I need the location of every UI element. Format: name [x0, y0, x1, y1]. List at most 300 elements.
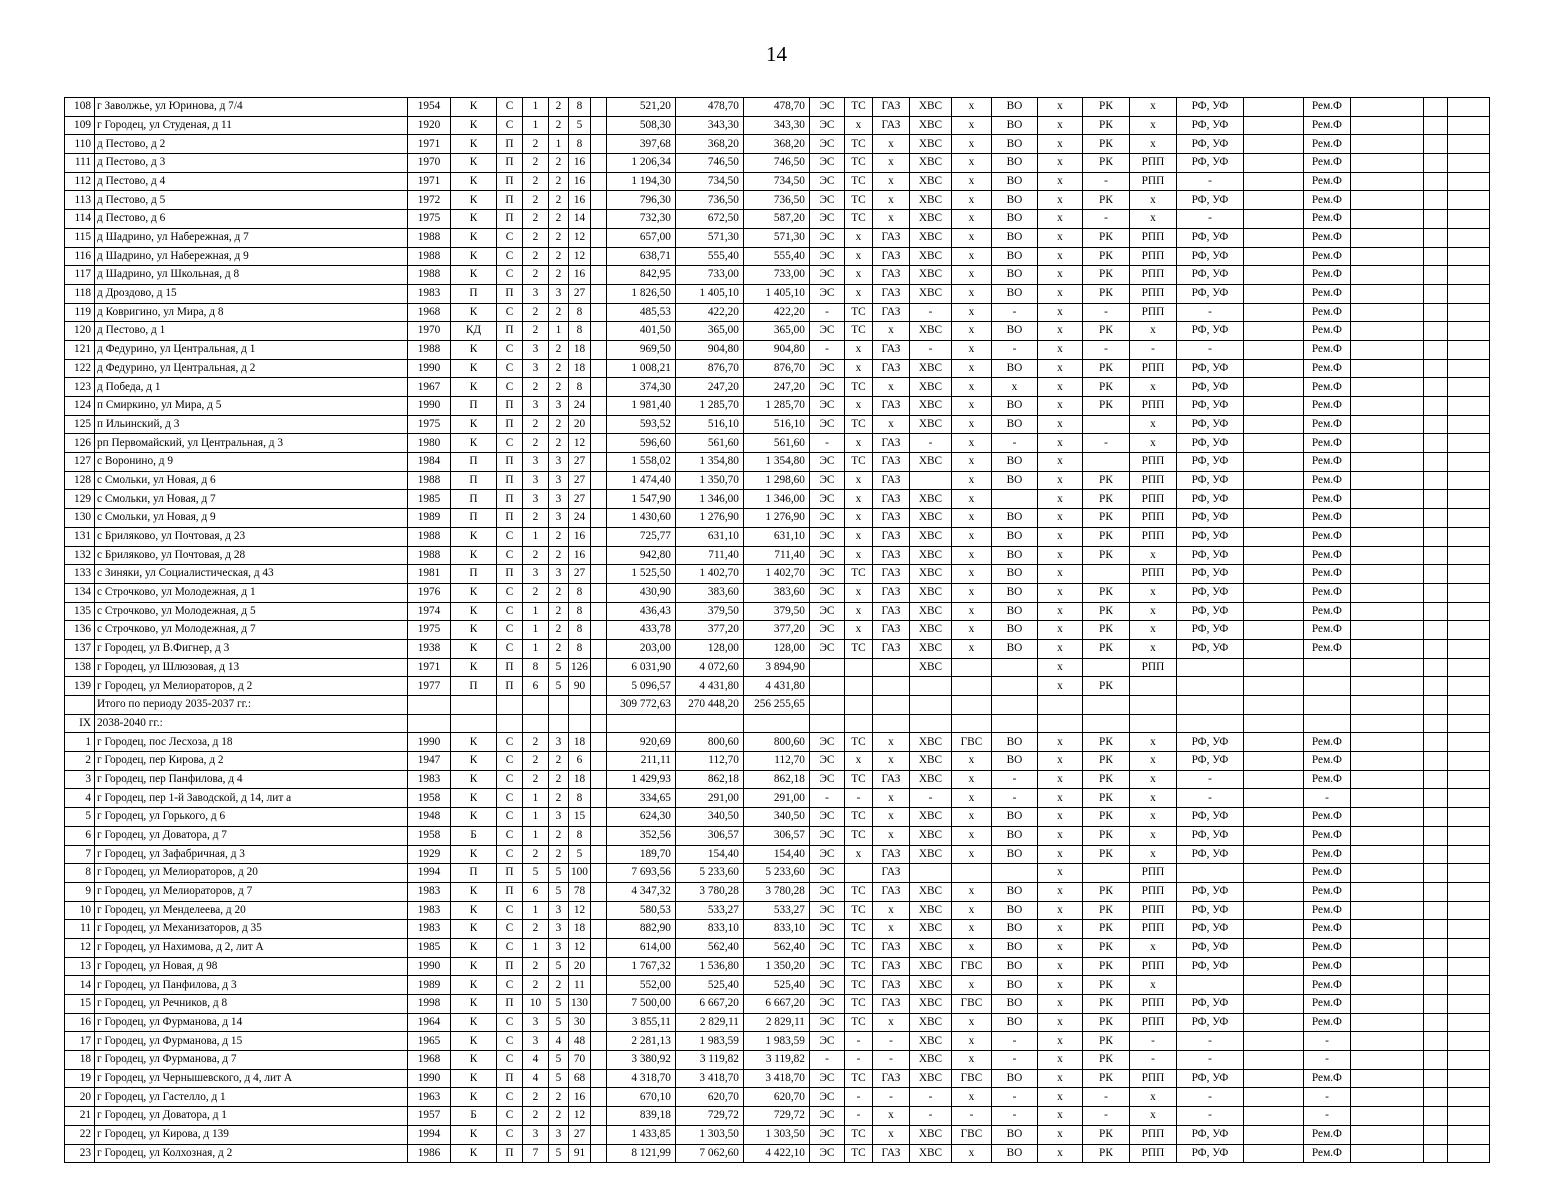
cell-hot-water: х — [951, 565, 991, 584]
cell-flag-x: х — [1037, 284, 1082, 303]
cell-blank — [1423, 602, 1447, 621]
table-row — [65, 733, 1490, 752]
cell-drainage: ВО — [991, 359, 1037, 378]
cell-heating: х — [844, 228, 872, 247]
cell-blank — [590, 714, 606, 733]
cell-drainage — [991, 490, 1037, 509]
cell-power-supply: ЭС — [809, 322, 844, 341]
cell-hot-water: х — [951, 228, 991, 247]
cell-entrances: 3 — [523, 284, 549, 303]
cell-roof-type: П — [497, 135, 523, 154]
cell-facade-insulation: РФ, УФ — [1176, 938, 1243, 957]
cell-row-number: 124 — [65, 397, 95, 416]
cell-year-built: 1998 — [408, 995, 451, 1014]
cell-roof-type: С — [497, 378, 523, 397]
cell-gas-supply: ГАЗ — [872, 453, 909, 472]
cell-address: д Пестово, д 3 — [95, 154, 408, 173]
cell-hot-water: х — [951, 453, 991, 472]
cell-hot-water: х — [951, 434, 991, 453]
cell-blank — [1243, 789, 1303, 808]
cell-cold-water: - — [909, 789, 951, 808]
cell-floors: 5 — [549, 677, 569, 696]
cell-year-built: 1988 — [408, 546, 451, 565]
cell-address: с Зиняки, ул Социалистическая, д 43 — [95, 565, 408, 584]
cell-flag-x: х — [1037, 471, 1082, 490]
cell-address: с Смольки, ул Новая, д 9 — [95, 509, 408, 528]
cell-total-area: 8 121,99 — [606, 1144, 675, 1163]
cell-blank — [590, 397, 606, 416]
cell-drainage: ВО — [991, 920, 1037, 939]
cell-row-number: 110 — [65, 135, 95, 154]
cell-blank — [1423, 938, 1447, 957]
cell-gas-supply: х — [872, 1125, 909, 1144]
cell-entrances: 2 — [523, 845, 549, 864]
cell-flag-x: х — [1037, 565, 1082, 584]
cell-floors: 1 — [549, 135, 569, 154]
cell-apartments: 11 — [569, 976, 591, 995]
cell-repair-fund: Рем.Ф — [1303, 864, 1350, 883]
cell-total-area: 352,56 — [606, 826, 675, 845]
cell-residential-area: 379,50 — [743, 602, 809, 621]
cell-year-built: 1984 — [408, 453, 451, 472]
cell-blank — [1423, 901, 1447, 920]
cell-repair-fund: Рем.Ф — [1303, 920, 1350, 939]
cell-blank — [1243, 191, 1303, 210]
cell-blank — [590, 995, 606, 1014]
cell-address: п Смиркино, ул Мира, д 5 — [95, 397, 408, 416]
cell-roof-repair: РК — [1082, 1051, 1129, 1070]
table-row — [65, 397, 1490, 416]
cell-facade-insulation: РФ, УФ — [1176, 845, 1243, 864]
table-row — [65, 1032, 1490, 1051]
cell-living-area: 4 072,60 — [675, 658, 743, 677]
cell-year-built: 1988 — [408, 471, 451, 490]
cell-roof-repair: РК — [1082, 359, 1129, 378]
cell-entrances: 2 — [523, 752, 549, 771]
cell-drainage — [991, 677, 1037, 696]
cell-floors: 2 — [549, 340, 569, 359]
cell-apartments: 5 — [569, 116, 591, 135]
cell-year-built: 1981 — [408, 565, 451, 584]
cell-year-built: 1983 — [408, 770, 451, 789]
cell-apartments: 126 — [569, 658, 591, 677]
cell-floors: 2 — [549, 210, 569, 229]
cell-drainage: - — [991, 1051, 1037, 1070]
cell-hot-water: х — [951, 247, 991, 266]
cell-facade-insulation: - — [1176, 1032, 1243, 1051]
cell-cold-water: ХВС — [909, 527, 951, 546]
cell-heating: х — [844, 527, 872, 546]
cell-repair-fund: Рем.Ф — [1303, 340, 1350, 359]
cell-power-supply: ЭС — [809, 191, 844, 210]
cell-total-area: 6 031,90 — [606, 658, 675, 677]
cell-cold-water: ХВС — [909, 639, 951, 658]
cell-blank — [1243, 864, 1303, 883]
cell-wall-material: П — [451, 284, 497, 303]
cell-year-built: 1971 — [408, 658, 451, 677]
cell-living-area: 833,10 — [675, 920, 743, 939]
cell-heating: ТС — [844, 901, 872, 920]
table-row — [65, 789, 1490, 808]
cell-floors: 2 — [549, 415, 569, 434]
cell-blank — [1350, 135, 1423, 154]
cell-power-supply: ЭС — [809, 845, 844, 864]
cell-residential-area: 1 354,80 — [743, 453, 809, 472]
cell-address: г Городец, ул Колхозная, д 2 — [95, 1144, 408, 1163]
cell-residential-area: 876,70 — [743, 359, 809, 378]
cell-power-supply: ЭС — [809, 453, 844, 472]
cell-drainage: - — [991, 1032, 1037, 1051]
cell-basement-repair: РПП — [1129, 1144, 1176, 1163]
cell-apartments: 70 — [569, 1051, 591, 1070]
cell-blank — [1243, 154, 1303, 173]
cell-roof-repair: РК — [1082, 995, 1129, 1014]
cell-year-built: 1971 — [408, 135, 451, 154]
cell-heating: ТС — [844, 808, 872, 827]
cell-residential-area: 340,50 — [743, 808, 809, 827]
cell-address: г Городец, пер 1-й Заводской, д 14, лит а — [95, 789, 408, 808]
cell-entrances: 6 — [523, 677, 549, 696]
cell-heating: ТС — [844, 639, 872, 658]
cell-wall-material: К — [451, 808, 497, 827]
cell-apartments: 68 — [569, 1069, 591, 1088]
cell-blank — [590, 957, 606, 976]
cell-cold-water: ХВС — [909, 1069, 951, 1088]
cell-blank — [1350, 1032, 1423, 1051]
cell-row-number: 127 — [65, 453, 95, 472]
cell-blank — [590, 1125, 606, 1144]
cell-total-area: 1 430,60 — [606, 509, 675, 528]
cell-living-area: 128,00 — [675, 639, 743, 658]
table-row — [65, 696, 1490, 715]
cell-apartments: 20 — [569, 415, 591, 434]
cell-drainage: ВО — [991, 1013, 1037, 1032]
cell-facade-insulation: - — [1176, 340, 1243, 359]
cell-wall-material: К — [451, 602, 497, 621]
cell-residential-area: 4 431,80 — [743, 677, 809, 696]
cell-address: г Городец, ул Новая, д 98 — [95, 957, 408, 976]
cell-row-number: 129 — [65, 490, 95, 509]
cell-blank — [1447, 527, 1489, 546]
cell-row-number: 22 — [65, 1125, 95, 1144]
cell-roof-type: С — [497, 434, 523, 453]
table-row — [65, 845, 1490, 864]
cell-blank — [590, 826, 606, 845]
cell-address: д Шадрино, ул Набережная, д 9 — [95, 247, 408, 266]
cell-basement-repair: РПП — [1129, 957, 1176, 976]
cell-basement-repair: х — [1129, 808, 1176, 827]
cell-total-area: 670,10 — [606, 1088, 675, 1107]
cell-gas-supply: ГАЗ — [872, 621, 909, 640]
cell-roof-repair: РК — [1082, 378, 1129, 397]
cell-living-area: 365,00 — [675, 322, 743, 341]
cell-total-area: 4 318,70 — [606, 1069, 675, 1088]
cell-apartments: 30 — [569, 1013, 591, 1032]
cell-cold-water: ХВС — [909, 1125, 951, 1144]
cell-living-area: 631,10 — [675, 527, 743, 546]
cell-flag-x: х — [1037, 1032, 1082, 1051]
cell-hot-water: ГВС — [951, 1125, 991, 1144]
cell-address: п Ильинский, д 3 — [95, 415, 408, 434]
cell-blank — [1423, 210, 1447, 229]
cell-hot-water: ГВС — [951, 957, 991, 976]
cell-heating: ТС — [844, 938, 872, 957]
cell-cold-water: - — [909, 340, 951, 359]
cell-gas-supply: ГАЗ — [872, 1144, 909, 1163]
cell-blank — [1447, 453, 1489, 472]
cell-gas-supply: - — [872, 1051, 909, 1070]
cell-residential-area: 306,57 — [743, 826, 809, 845]
cell-facade-insulation: РФ, УФ — [1176, 808, 1243, 827]
cell-facade-insulation: РФ, УФ — [1176, 583, 1243, 602]
cell-entrances: 3 — [523, 490, 549, 509]
cell-row-number: 135 — [65, 602, 95, 621]
cell-wall-material: П — [451, 471, 497, 490]
cell-wall-material: П — [451, 565, 497, 584]
cell-roof-repair: РК — [1082, 808, 1129, 827]
cell-gas-supply: х — [872, 135, 909, 154]
cell-flag-x: х — [1037, 957, 1082, 976]
cell-row-number: 14 — [65, 976, 95, 995]
cell-apartments: 8 — [569, 639, 591, 658]
cell-cold-water: ХВС — [909, 1051, 951, 1070]
cell-repair-fund: Рем.Ф — [1303, 1013, 1350, 1032]
table-row — [65, 752, 1490, 771]
cell-flag-x: х — [1037, 247, 1082, 266]
cell-row-number: 8 — [65, 864, 95, 883]
cell-wall-material: П — [451, 490, 497, 509]
cell-flag-x: х — [1037, 864, 1082, 883]
cell-roof-type: П — [497, 509, 523, 528]
cell-living-area: 7 062,60 — [675, 1144, 743, 1163]
cell-apartments: 8 — [569, 135, 591, 154]
cell-floors: 3 — [549, 490, 569, 509]
cell-living-area: 291,00 — [675, 789, 743, 808]
cell-heating: ТС — [844, 882, 872, 901]
cell-blank — [1243, 770, 1303, 789]
cell-blank — [590, 658, 606, 677]
cell-address: г Городец, ул Чернышевского, д 4, лит А — [95, 1069, 408, 1088]
cell-flag-x: х — [1037, 527, 1082, 546]
cell-year-built: 1958 — [408, 826, 451, 845]
cell-blank — [1423, 864, 1447, 883]
cell-year-built — [408, 696, 451, 715]
table-row — [65, 378, 1490, 397]
cell-blank — [1447, 471, 1489, 490]
cell-blank — [1447, 509, 1489, 528]
cell-living-area: 112,70 — [675, 752, 743, 771]
cell-basement-repair: РПП — [1129, 658, 1176, 677]
cell-blank — [590, 1013, 606, 1032]
cell-residential-area: 562,40 — [743, 938, 809, 957]
cell-basement-repair: РПП — [1129, 1013, 1176, 1032]
cell-gas-supply: х — [872, 191, 909, 210]
cell-blank — [1423, 471, 1447, 490]
cell-wall-material: К — [451, 116, 497, 135]
cell-basement-repair: х — [1129, 378, 1176, 397]
cell-drainage: ВО — [991, 509, 1037, 528]
cell-total-area: 942,80 — [606, 546, 675, 565]
cell-entrances — [523, 714, 549, 733]
cell-drainage: ВО — [991, 808, 1037, 827]
cell-wall-material — [451, 696, 497, 715]
cell-heating: ТС — [844, 303, 872, 322]
cell-power-supply: ЭС — [809, 1107, 844, 1126]
cell-wall-material: К — [451, 228, 497, 247]
cell-apartments: 18 — [569, 733, 591, 752]
cell-blank — [1243, 1069, 1303, 1088]
cell-basement-repair — [1129, 696, 1176, 715]
cell-hot-water: х — [951, 191, 991, 210]
table-row — [65, 116, 1490, 135]
cell-blank — [1423, 1144, 1447, 1163]
cell-basement-repair: РПП — [1129, 490, 1176, 509]
cell-entrances: 1 — [523, 602, 549, 621]
cell-living-area: 377,20 — [675, 621, 743, 640]
cell-hot-water: х — [951, 826, 991, 845]
cell-address: с Воронино, д 9 — [95, 453, 408, 472]
cell-apartments: 8 — [569, 378, 591, 397]
cell-wall-material: КД — [451, 322, 497, 341]
cell-blank — [1243, 135, 1303, 154]
cell-heating: ТС — [844, 976, 872, 995]
cell-repair-fund: Рем.Ф — [1303, 284, 1350, 303]
cell-power-supply: ЭС — [809, 490, 844, 509]
cell-cold-water — [909, 471, 951, 490]
cell-floors: 2 — [549, 172, 569, 191]
cell-facade-insulation — [1176, 658, 1243, 677]
cell-total-area: 638,71 — [606, 247, 675, 266]
cell-roof-type: С — [497, 527, 523, 546]
cell-flag-x: х — [1037, 677, 1082, 696]
cell-blank — [1423, 1107, 1447, 1126]
cell-apartments: 18 — [569, 340, 591, 359]
cell-facade-insulation: РФ, УФ — [1176, 471, 1243, 490]
cell-blank — [590, 434, 606, 453]
cell-year-built: 1990 — [408, 1069, 451, 1088]
cell-blank — [1423, 583, 1447, 602]
cell-flag-x: х — [1037, 509, 1082, 528]
cell-facade-insulation — [1176, 696, 1243, 715]
cell-wall-material: Б — [451, 826, 497, 845]
cell-heating: ТС — [844, 957, 872, 976]
cell-year-built: 1974 — [408, 602, 451, 621]
cell-roof-repair: РК — [1082, 1013, 1129, 1032]
cell-floors: 2 — [549, 639, 569, 658]
cell-blank — [1447, 733, 1489, 752]
cell-apartments: 16 — [569, 191, 591, 210]
cell-blank — [1350, 322, 1423, 341]
cell-residential-area: 365,00 — [743, 322, 809, 341]
cell-residential-area: 383,60 — [743, 583, 809, 602]
cell-blank — [1243, 546, 1303, 565]
cell-power-supply: ЭС — [809, 882, 844, 901]
cell-total-area: 433,78 — [606, 621, 675, 640]
cell-hot-water: х — [951, 172, 991, 191]
cell-address: г Городец, ул Мелиораторов, д 7 — [95, 882, 408, 901]
cell-cold-water: ХВС — [909, 752, 951, 771]
cell-living-area: 422,20 — [675, 303, 743, 322]
cell-total-area: 203,00 — [606, 639, 675, 658]
cell-drainage — [991, 714, 1037, 733]
cell-facade-insulation: РФ, УФ — [1176, 901, 1243, 920]
cell-blank — [1243, 1032, 1303, 1051]
cell-repair-fund: Рем.Ф — [1303, 808, 1350, 827]
cell-heating — [844, 864, 872, 883]
cell-address: г Городец, ул Менделеева, д 20 — [95, 901, 408, 920]
cell-repair-fund: Рем.Ф — [1303, 770, 1350, 789]
cell-roof-type: П — [497, 415, 523, 434]
cell-living-area: 711,40 — [675, 546, 743, 565]
cell-facade-insulation: - — [1176, 1051, 1243, 1070]
cell-residential-area: 862,18 — [743, 770, 809, 789]
cell-gas-supply: - — [872, 1088, 909, 1107]
cell-blank — [590, 602, 606, 621]
cell-flag-x: х — [1037, 322, 1082, 341]
cell-blank — [1447, 359, 1489, 378]
cell-roof-type: П — [497, 471, 523, 490]
cell-entrances: 2 — [523, 770, 549, 789]
cell-blank — [1243, 471, 1303, 490]
cell-blank — [1447, 228, 1489, 247]
cell-gas-supply: ГАЗ — [872, 116, 909, 135]
cell-blank — [1243, 98, 1303, 117]
cell-address: д Ковригино, ул Мира, д 8 — [95, 303, 408, 322]
cell-hot-water: х — [951, 490, 991, 509]
cell-drainage: ВО — [991, 1125, 1037, 1144]
cell-repair-fund: Рем.Ф — [1303, 1144, 1350, 1163]
cell-blank — [1243, 359, 1303, 378]
table-row — [65, 509, 1490, 528]
cell-entrances: 2 — [523, 135, 549, 154]
cell-basement-repair — [1129, 714, 1176, 733]
cell-flag-x: х — [1037, 845, 1082, 864]
cell-blank — [1447, 901, 1489, 920]
cell-heating: х — [844, 845, 872, 864]
cell-total-area: 1 194,30 — [606, 172, 675, 191]
cell-drainage: ВО — [991, 154, 1037, 173]
cell-flag-x: х — [1037, 453, 1082, 472]
cell-facade-insulation: РФ, УФ — [1176, 882, 1243, 901]
cell-power-supply: - — [809, 340, 844, 359]
cell-blank — [590, 340, 606, 359]
cell-cold-water: ХВС — [909, 826, 951, 845]
cell-blank — [1243, 284, 1303, 303]
cell-blank — [1423, 1125, 1447, 1144]
cell-power-supply: ЭС — [809, 957, 844, 976]
cell-row-number: 18 — [65, 1051, 95, 1070]
cell-year-built: 1975 — [408, 621, 451, 640]
cell-total-area: 842,95 — [606, 266, 675, 285]
cell-power-supply: ЭС — [809, 1032, 844, 1051]
cell-year-built: 1983 — [408, 920, 451, 939]
cell-basement-repair: х — [1129, 976, 1176, 995]
cell-repair-fund: Рем.Ф — [1303, 509, 1350, 528]
cell-drainage: ВО — [991, 247, 1037, 266]
table-row — [65, 920, 1490, 939]
cell-flag-x: х — [1037, 639, 1082, 658]
cell-apartments: 16 — [569, 266, 591, 285]
cell-gas-supply: ГАЗ — [872, 228, 909, 247]
cell-heating: ТС — [844, 1069, 872, 1088]
cell-apartments: 8 — [569, 583, 591, 602]
cell-drainage — [991, 658, 1037, 677]
table-row — [65, 228, 1490, 247]
cell-floors: 4 — [549, 1032, 569, 1051]
cell-basement-repair: х — [1129, 98, 1176, 117]
cell-total-area: 969,50 — [606, 340, 675, 359]
cell-cold-water: ХВС — [909, 602, 951, 621]
